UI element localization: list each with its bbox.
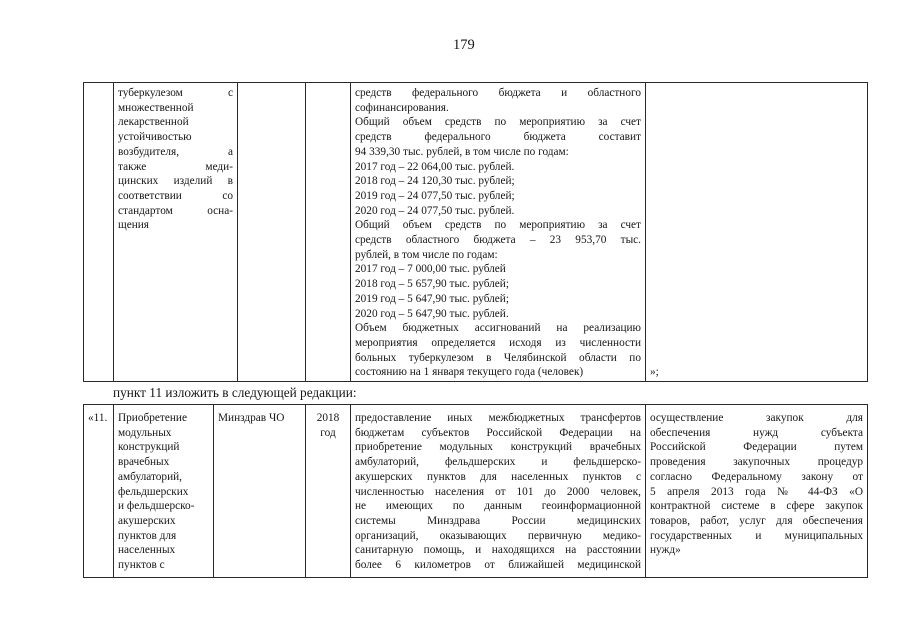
- cell-item-number: [84, 83, 114, 382]
- text-line: софинансирования.: [355, 101, 449, 114]
- cell-term: [306, 405, 351, 578]
- text-line: больных туберкулезом в Челябинской области по: [355, 351, 641, 364]
- text-line: состоянию на 1 января текущего года (человек): [355, 366, 584, 379]
- text-line: проведения закупочных процедур: [650, 456, 863, 469]
- text-line: численностью населения от 101 до 2000 человек,: [355, 485, 641, 498]
- text-line: лекарственной: [118, 116, 189, 129]
- cell-item-number: [84, 405, 114, 578]
- text-line: нужд»: [650, 544, 681, 557]
- text-line: государственных и муниципальных: [650, 529, 863, 542]
- cell-measure-name: [114, 405, 214, 578]
- text-line: приобретение модульных конструкций врачебных: [355, 441, 641, 454]
- text-line: средств федерального бюджета составит: [355, 131, 641, 144]
- table-fragment-continued: [83, 82, 868, 382]
- text-line: множественной: [118, 101, 194, 114]
- table-item-11: [83, 404, 868, 578]
- page-number: 179: [453, 37, 475, 53]
- text-line: контрактной системе в сфере закупок: [650, 500, 863, 513]
- text-line: 2019 год – 5 647,90 тыс. рублей;: [355, 292, 509, 305]
- text-line: обеспечения нужд субъекта: [650, 426, 863, 439]
- text-line: населенных: [118, 544, 176, 557]
- text-line: врачебных: [118, 456, 170, 469]
- cell-mechanism: [646, 83, 868, 382]
- executor-name: Минздрав ЧО: [218, 412, 285, 424]
- text-line: акушерских пунктов для населенных пунктов с: [355, 470, 641, 483]
- cell-mechanism: [646, 405, 868, 578]
- text-line: средств областного бюджета – 23 953,70 тыс.: [355, 234, 641, 247]
- text-line: мероприятия определяется исходя из численности: [355, 336, 641, 349]
- cell-description: [351, 405, 646, 578]
- text-line: более 6 километров от ближайшей медицинской: [355, 559, 641, 572]
- text-line: рублей, в том числе по годам:: [355, 248, 498, 261]
- cell-executor: [214, 405, 306, 578]
- text-line: 94 339,30 тыс. рублей, в том числе по годам:: [355, 145, 569, 158]
- text-line: Общий объем средств по мероприятию за счет: [355, 116, 641, 129]
- text-line: пунктов с: [118, 559, 165, 572]
- text-line: Приобретение: [118, 412, 187, 424]
- amendment-instruction: пункт 11 изложить в следующей редакции:: [113, 385, 357, 400]
- text-line: соответствии со: [118, 189, 233, 202]
- text-line: конструкций: [118, 441, 180, 454]
- cell-description: [351, 83, 646, 382]
- text-line: пунктов для: [118, 529, 177, 542]
- text-line: щения: [118, 219, 150, 232]
- text-line: не имеющих по данным геоинформационной: [355, 500, 641, 513]
- text-line: амбулаторий,: [118, 470, 182, 483]
- text-line: фельдшерских: [118, 485, 189, 498]
- text-line: Общий объем средств по мероприятию за счет: [355, 219, 641, 232]
- text-line: модульных: [118, 426, 172, 439]
- text-line: Российской Федерации путем: [650, 441, 863, 454]
- text-line: также меди-: [118, 160, 233, 173]
- text-line: 2018 год – 24 120,30 тыс. рублей;: [355, 175, 515, 188]
- text-line: осуществление закупок для: [650, 412, 863, 424]
- text-line: системы Минздрава России медицинских: [355, 514, 641, 527]
- cell-executor: [238, 83, 306, 382]
- item-number: «11.: [88, 412, 108, 424]
- text-line: 2017 год – 7 000,00 тыс. рублей: [355, 263, 506, 276]
- text-line: предоставление иных межбюджетных трансфертов: [355, 412, 641, 424]
- text-line: амбулаторий, фельдшерских и фельдшерско-: [355, 456, 641, 469]
- text-line: туберкулезом с: [118, 87, 233, 99]
- cell-measure-name: [114, 83, 238, 382]
- text-line: товаров, работ, услуг для обеспечения: [650, 514, 863, 527]
- text-line: устойчивостью: [118, 131, 192, 144]
- closing-quote-mark: »;: [650, 366, 659, 379]
- text-line: Объем бюджетных ассигнований на реализацию: [355, 322, 641, 335]
- text-line: 2020 год – 5 647,90 тыс. рублей.: [355, 307, 509, 320]
- text-line: организаций, оказывающих первичную медико-: [355, 529, 641, 542]
- text-line: средств федерального бюджета и областного: [355, 87, 641, 99]
- text-line: 5 апреля 2013 года № 44-ФЗ «О: [650, 485, 863, 498]
- text-line: и фельдшерско-: [118, 500, 195, 513]
- text-line: согласно Федеральному закону от: [650, 470, 863, 483]
- text-line: санитарную помощь, и находящихся на расстоянии: [355, 544, 641, 557]
- text-line: 2020 год – 24 077,50 тыс. рублей.: [355, 204, 515, 217]
- text-line: возбудителя, а: [118, 145, 233, 158]
- cell-term: [306, 83, 351, 382]
- term-year: 2018 год: [316, 412, 340, 439]
- text-line: 2018 год – 5 657,90 тыс. рублей;: [355, 278, 509, 291]
- text-line: стандартом осна-: [118, 204, 233, 217]
- text-line: 2019 год – 24 077,50 тыс. рублей;: [355, 189, 515, 202]
- text-line: 2017 год – 22 064,00 тыс. рублей.: [355, 160, 515, 173]
- text-line: цинских изделий в: [118, 175, 233, 188]
- text-line: акушерских: [118, 514, 176, 527]
- text-line: бюджетам субъектов Российской Федерации на: [355, 426, 641, 439]
